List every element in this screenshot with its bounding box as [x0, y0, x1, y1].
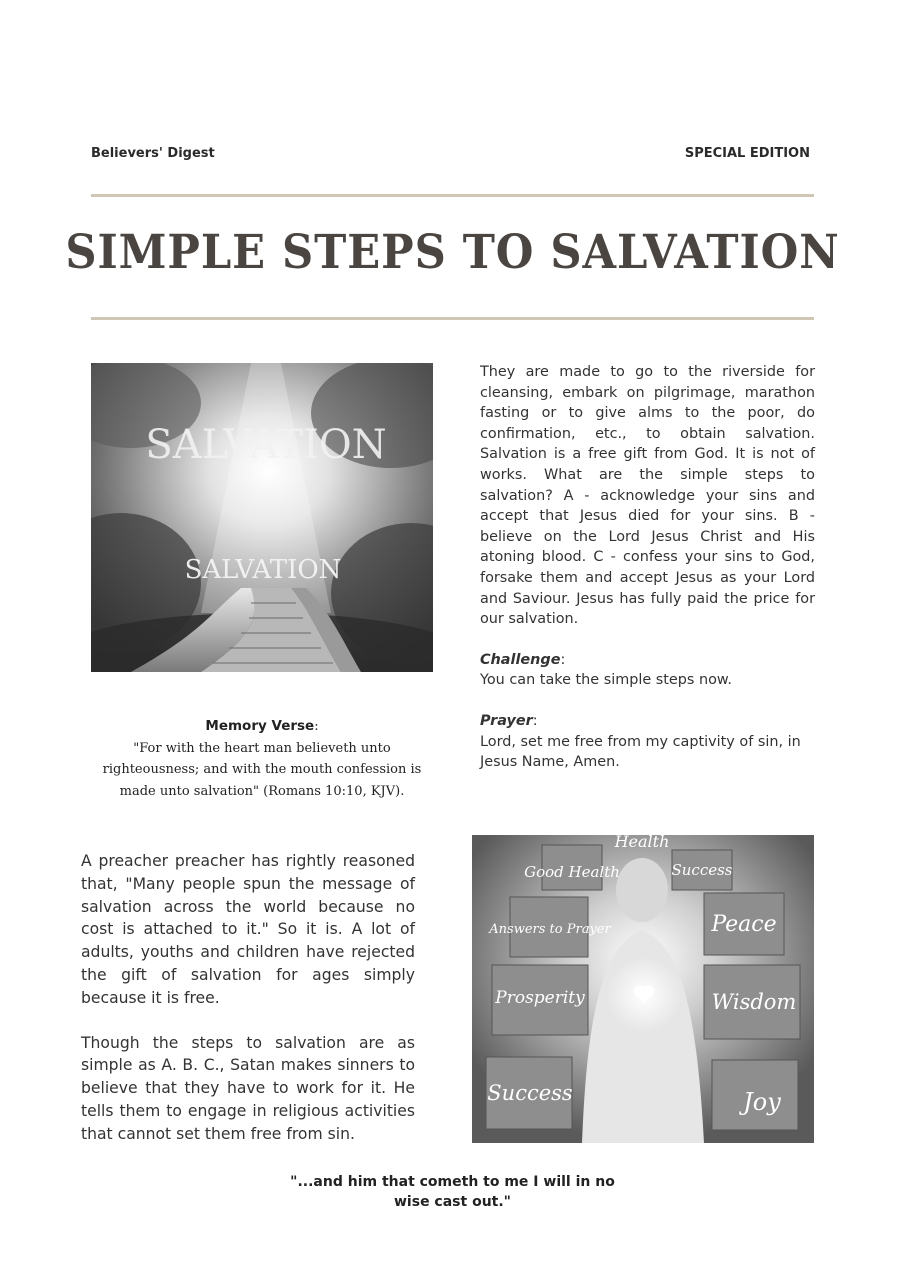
left-column	[81, 850, 415, 1146]
title-divider	[91, 317, 814, 320]
challenge-text: You can take the simple steps now.	[480, 672, 732, 689]
memory-verse-text: "For with the heart man believeth unto righteousness; and with the mouth confession is made unto salvation" (Romans 10:10, KJV).	[102, 740, 422, 799]
jesus-gifts-image	[472, 835, 814, 1143]
memory-verse-label: Memory Verse	[205, 718, 315, 734]
closing-quote: "...and him that cometh to me I will in no wise cast out."	[290, 1174, 615, 1210]
challenge-block: Challenge: You can take the simple steps now.	[480, 651, 732, 689]
satan-paragraph: Though the steps to salvation are as simple as A. B. C., Satan makes sinners to believe that they have to work for it. He tells them to engage in religious activities that cannot set them free from sin.	[81, 1033, 415, 1143]
challenge-label: Challenge	[480, 651, 561, 668]
right-column	[480, 362, 815, 773]
steps-paragraph: They are made to go to the riverside for cleansing, embark on pilgrimage, marathon fasting or to give alms to the poor, do confirmation, etc., to obtain salvation. Salvation is a free gift from God. It is not of works. What are the simple steps to salvation? A - acknowledge your sins and accept that Jesus died for your sins. B - believe on the Lord Jesus Christ and His atoning blood. C - confess your sins to God, forsake them and accept Jesus as your Lord and Saviour. Jesus has fully paid the price for our salvation.	[480, 364, 815, 628]
gift-success-top: Success	[671, 861, 733, 879]
gift-good-health: Good Health	[524, 863, 620, 881]
gift-answers-to-prayer: Answers to Prayer	[489, 922, 611, 937]
gift-success-bottom: Success	[487, 1081, 573, 1105]
edition-label: SPECIAL EDITION	[684, 146, 810, 161]
gift-prosperity: Prosperity	[495, 988, 585, 1008]
salvation-stairway-image	[91, 363, 433, 672]
gift-health: Health	[614, 835, 670, 851]
prayer-text: Lord, set me free from my captivity of sin, in Jesus Name, Amen.	[480, 733, 801, 771]
prayer-label: Prayer	[480, 712, 533, 729]
page-title: SIMPLE STEPS TO SALVATION	[65, 225, 840, 280]
memory-verse: Memory Verse: "For with the heart man believeth unto righteousness; and with the mouth confession is made unto salvation" (Romans 10:10, KJV).	[102, 718, 422, 799]
top-divider	[91, 194, 814, 197]
preacher-paragraph: A preacher preacher has rightly reasoned that, "Many people spun the message of salvation across the world because no cost is attached to it." So it is. A lot of adults, youths and children have rejected the gift of salvation for ages simply because it is free.	[81, 852, 415, 1007]
image-text-top: SALVATION	[145, 422, 387, 468]
publication-name: Believers' Digest	[91, 146, 215, 161]
prayer-block: Prayer: Lord, set me free from my captivity of sin, in Jesus Name, Amen.	[480, 712, 801, 771]
image-text-bottom: SALVATION	[184, 555, 342, 585]
gift-wisdom: Wisdom	[711, 990, 797, 1014]
gift-joy: Joy	[743, 1088, 781, 1116]
gift-peace: Peace	[711, 912, 777, 937]
